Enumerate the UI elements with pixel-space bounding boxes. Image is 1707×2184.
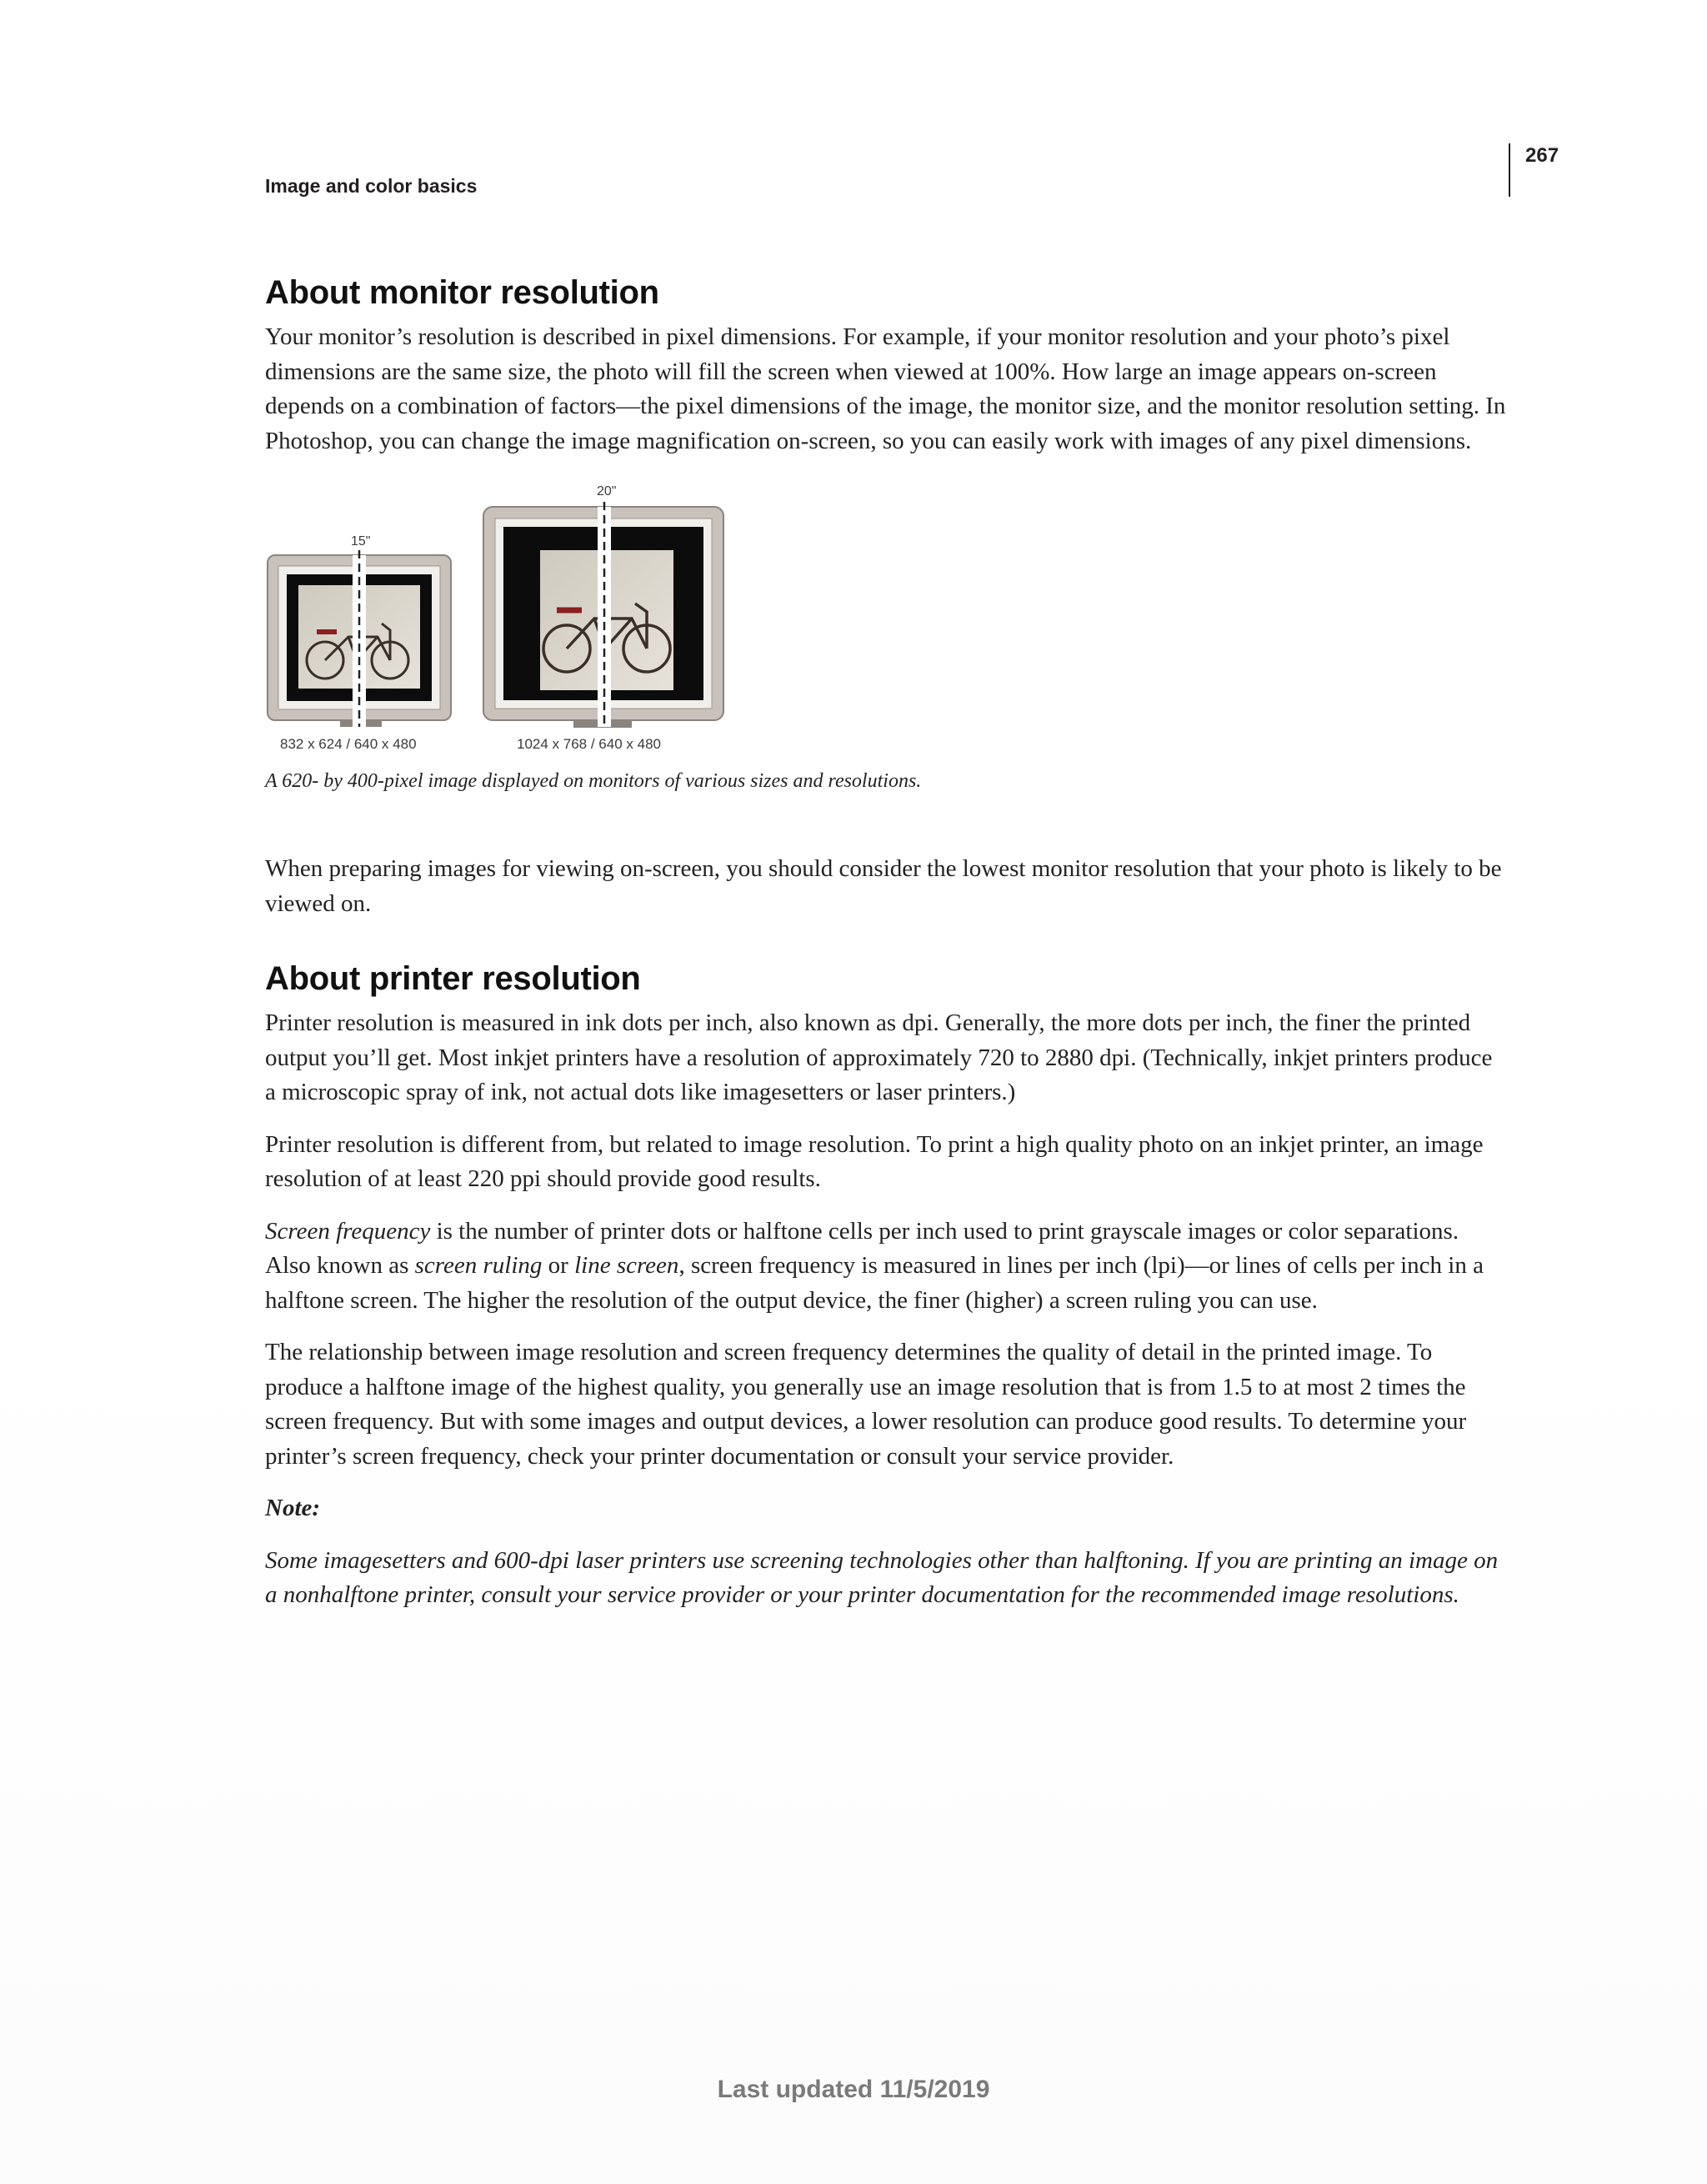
monitor-comparison-figure xyxy=(265,483,1507,767)
note-label: Note: xyxy=(265,1495,321,1521)
running-header: Image and color basics xyxy=(265,175,478,197)
last-updated-footer: Last updated 11/5/2019 xyxy=(717,2076,990,2103)
paragraph-lowest-resolution: When preparing images for viewing on-screen, you should consider the lowest monitor resolution that your photo is likely to be viewed on. xyxy=(265,855,1502,917)
monitor-comparison-illustration xyxy=(265,483,732,759)
term-screen-ruling: screen ruling xyxy=(414,1252,543,1279)
text-segment: or xyxy=(542,1252,575,1279)
text-segment: , screen frequency is measured in lines per inch (lpi)—or lines of cells per inch in a halftone screen. The higher the resolution of the output device, the finer (higher) a screen ruling you can use. xyxy=(265,1252,1484,1314)
page-number: 267 xyxy=(1509,143,1559,197)
text-segment: is the number of printer dots or halftone cells per inch used to print grayscale images or color separations. Also known as xyxy=(265,1217,1459,1279)
small-monitor-size-label: 15" xyxy=(351,534,371,549)
large-monitor-resolution-label: 1024 x 768 / 640 x 480 xyxy=(517,736,661,752)
term-line-screen: line screen xyxy=(574,1252,679,1279)
main-content xyxy=(265,265,1507,1613)
figure-caption: A 620- by 400-pixel image displayed on monitors of various sizes and resolutions. xyxy=(265,770,922,792)
large-monitor xyxy=(483,484,723,752)
section-heading-printer-resolution: About printer resolution xyxy=(265,960,641,997)
paragraph-image-vs-screen-frequency: The relationship between image resolution and screen frequency determines the quality of detail in the printed image. To produce a halftone image of the highest quality, you generally use an image resolution that is from 1.5 to at most 2 times the screen frequency. But with some images and output devices, a lower resolution can produce good results. To determine your printer’s screen frequency, check your printer documentation or consult your service provider. xyxy=(265,1339,1467,1470)
note-text: Some imagesetters and 600-dpi laser printers use screening technologies other than halftoning. If you are printing an image on a nonhalftone printer, consult your service provider or your printer documentation for the recommended image resolutions. xyxy=(265,1546,1499,1608)
paragraph-printer-dpi: Printer resolution is measured in ink dots per inch, also known as dpi. Generally, the more dots per inch, the finer the printed output you’ll get. Most inkjet printers have a resolution of approximately 720 to 2880 dpi. (Technically, inkjet printers produce a microscopic spray of ink, not actual dots like imagesetters or laser printers.) xyxy=(265,1009,1493,1105)
paragraph-printer-vs-image-resolution: Printer resolution is different from, but related to image resolution. To print a high quality photo on an inkjet printer, an image resolution of at least 220 ppi should provide good results. xyxy=(265,1130,1484,1192)
section-heading-monitor-resolution: About monitor resolution xyxy=(265,274,659,311)
paragraph-monitor-resolution: Your monitor’s resolution is described in pixel dimensions. For example, if your monitor resolution and your photo’s pixel dimensions are the same size, the photo will fill the screen when viewed at 100%. How large an image appears on-screen depends on a combination of factors—the pixel dimensions of the image, the monitor size, and the monitor resolution setting. In Photoshop, you can change the image magnification on-screen, so you can easily work with images of any pixel dimensions. xyxy=(265,323,1506,454)
term-screen-frequency: Screen frequency xyxy=(265,1217,431,1245)
small-monitor xyxy=(268,534,451,752)
small-monitor-resolution-label: 832 x 624 / 640 x 480 xyxy=(280,736,417,752)
paragraph-screen-frequency xyxy=(265,1215,1507,1319)
large-monitor-size-label: 20" xyxy=(597,484,617,498)
